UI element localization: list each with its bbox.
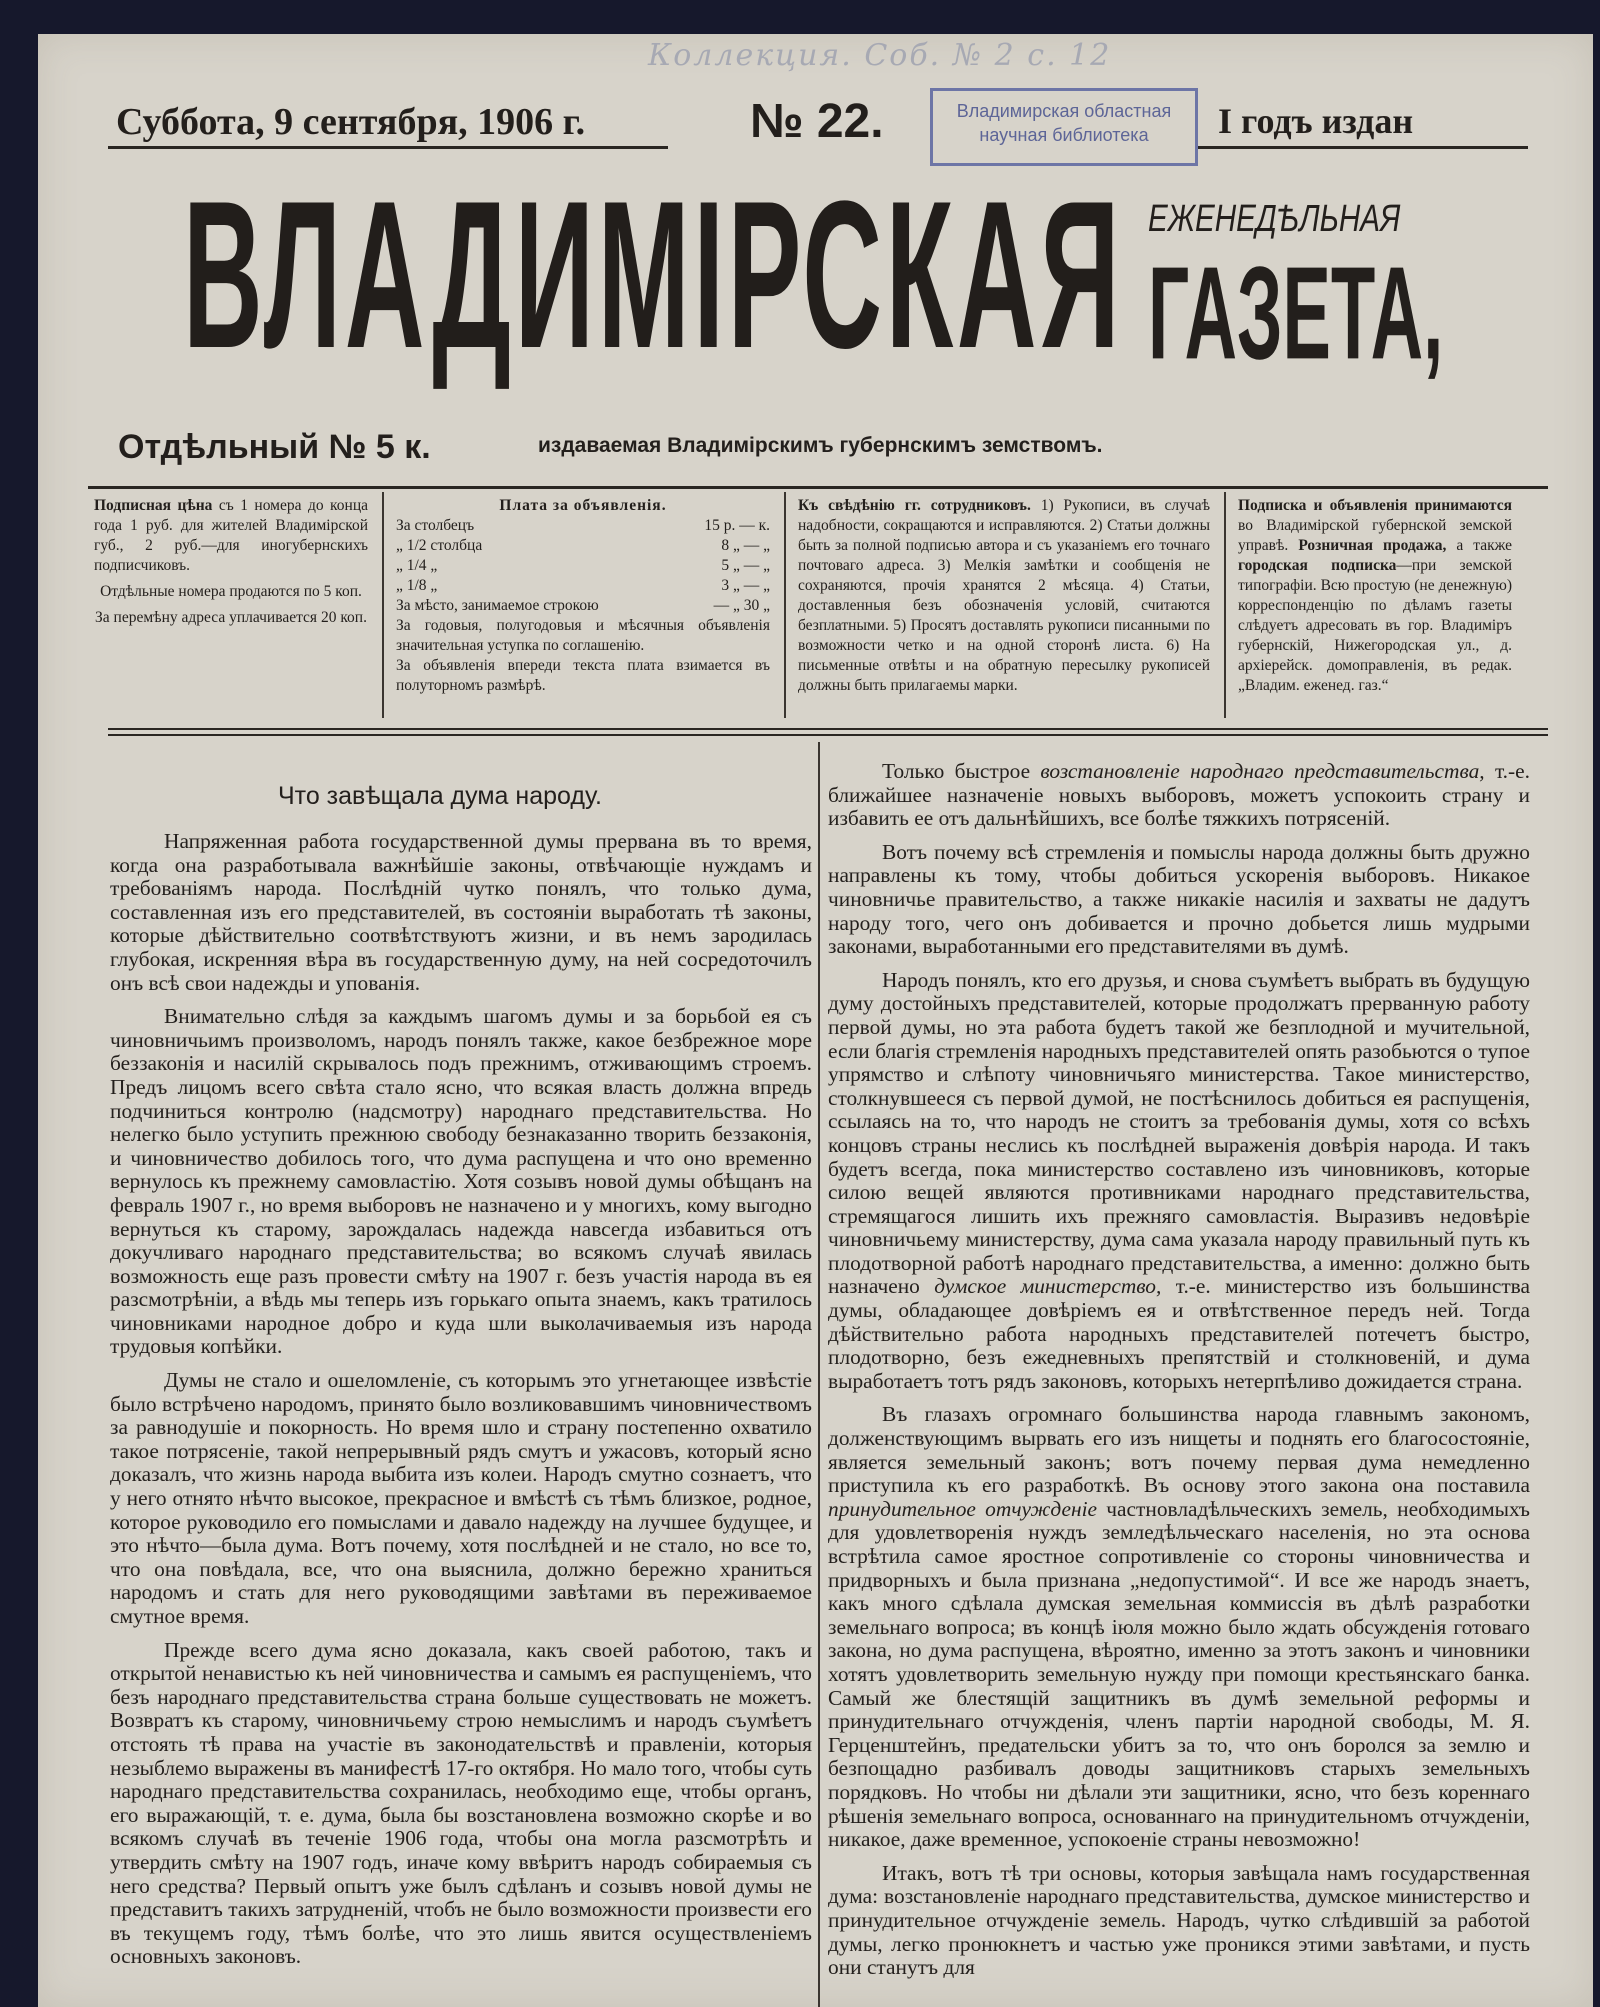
info-divider-1 xyxy=(382,492,384,718)
ad-row-label: „ 1/2 столбца xyxy=(396,537,483,554)
single-issues-note: Отдѣльные номера продаются по 5 коп. xyxy=(100,583,362,600)
ad-row xyxy=(396,576,770,596)
issue-number: № 22. xyxy=(750,95,884,148)
contributors-text: 1) Рукописи, въ случаѣ надобности, сокращаются и исправляются. 2) Статьи должны быть за полной подписью автора и съ указаніемъ его точнаго почтоваго адреса. 3) Мелкія замѣтки и сообщенія не сохраняются, прочія хранятся 2 мѣсяца. 4) Статьи, доставленныя безъ обозначенія условій, считаются безплатными. 5) Просятъ доставлять рукописи писанными по возможности четко и на одной сторонѣ листа. 6) На письменные отвѣты и на обратную пересылку рукописей должны быть прилагаемы марки. xyxy=(798,497,1210,694)
stamp-line-1: Владимирская областная xyxy=(956,101,1172,121)
masthead-gazeta: ГАЗЕТА, xyxy=(1148,239,1444,388)
library-stamp xyxy=(930,88,1198,166)
ad-row-price: 5 „ — „ xyxy=(721,557,770,574)
publisher-line: издаваемая Владимірскимъ губернскимъ земствомъ. xyxy=(538,434,1103,457)
info-bottom-rule-1 xyxy=(108,728,1548,730)
ad-row-label: „ 1/4 „ xyxy=(396,557,438,574)
ads-note-front: За объявленія впереди текста плата взимается въ полуторномъ размѣрѣ. xyxy=(396,657,770,694)
article-paragraph: Только быстрое возстановленіе народнаго представительства, т.-е. ближайшее назначеніе новыхъ выборовъ, можетъ успокоить страну и избавить ее отъ дальнѣйшихъ, все болѣе тяжкихъ потрясеній. xyxy=(828,759,1530,831)
article-paragraph: Прежде всего дума ясно доказала, какъ своей работою, такъ и открытой ненавистью къ ней чиновничества и самымъ ея распущеніемъ, что безъ народнаго представительства страна больше существовать не можетъ. Возвратъ къ старому, чиновничьему строю немыслимъ и народъ съумѣетъ отстоять тѣ права на участіе въ законодательствѣ и правленіи, которыя незыблемо выражены въ манифестѣ 17-го октября. Но мало того, чтобы суть народнаго представительства сохранилась, необходимо еще, чтобы органъ, его выражающій, т. е. дума, была бы возстановлена возможно скорѣе и во всякомъ случаѣ въ теченіе 1906 года, чтобы она могла разсмотрѣть и утвердить смѣту на 1907 годъ, иначе кому ввѣритъ народъ собираемыя съ него средства? Первый опытъ уже былъ сдѣланъ и созывъ новой думы не представитъ такихъ затрудненій, чтобъ не было возможности произвести его въ текущемъ году, тѣмъ болѣе, что это лишь явится осуществленіемъ основныхъ законовъ. xyxy=(110,1637,812,1969)
subscription-label: Подписная цѣна xyxy=(94,497,213,514)
acceptance-text1: во Владимірской губернской земской управѣ. xyxy=(1238,517,1512,554)
address-change-note: За перемѣну адреса уплачивается 20 коп. xyxy=(95,609,367,626)
acceptance-text3: —при земской типографіи. xyxy=(1238,557,1512,594)
acceptance-block xyxy=(1230,492,1520,726)
article-column-left xyxy=(110,830,812,1979)
subscription-text: съ 1 номера до конца года 1 руб. для жителей Владимірской губ., 2 руб.—для иногубернскихъ подписчиковъ. xyxy=(94,497,369,574)
ad-row-label: За столбецъ xyxy=(396,517,475,534)
masthead-weekly: ЕЖЕНЕДѢЛЬНАЯ xyxy=(1148,198,1401,240)
article-paragraph: Въ глазахъ огромнаго большинства народа главнымъ закономъ, долженствующимъ вырвать его изъ нищеты и поднять его благосостояніе, является земельный законъ; вотъ почему первая дума немедленно приступила къ его разработкѣ. Въ основу этого закона она поставила принудительное отчужденіе частновладѣльческихъ земель, необходимыхъ для удовлетворенія нуждъ земледѣльческаго населенія, но эта основа встрѣтила самое яростное сопротивленіе со стороны чиновничества и придворныхъ и была признана „недопустимой“. И все же народъ знаетъ, какъ много сдѣлала думская земельная коммиссія въ дѣлѣ разработки земельнаго вопроса; въ концѣ іюля можно было ждать обсужденія готоваго закона, но дума распущена, вѣроятно, именно за этотъ законъ и чиновники хотятъ удовлетворить земельную нужду при помощи крестьянскаго банка. Самый же блестящій защитникъ въ думѣ земельной реформы и принудительнаго отчужденія, членъ партіи народной свободы, М. Я. Герценштейнъ, предательски убитъ за то, что онъ боролся за землю и безпощадно разбивалъ доводы защитниковъ старыхъ земельныхъ порядковъ. Но чтобы ни дѣлали эти защитники, ясно, что безъ кореннаго рѣшенія земельнаго вопроса, основаннаго на принудительномъ отчужденіи, никакое, даже временное, успокоеніе страны невозможно! xyxy=(828,1402,1530,1852)
ad-row-price: 8 „ — „ xyxy=(721,537,770,554)
masthead-title: ВЛАДИМIРСКАЯ xyxy=(183,157,1124,392)
article-paragraph: Итакъ, вотъ тѣ три основы, которыя завѣщала намъ государственная дума: возстановленіе народнаго представительства, думское министерство и принудительное отчужденіе земель. Народъ, чутко слѣдившій за работой думы, легко пронюкнетъ и частью уже проникся этими завѣтами, и пусть они станутъ для xyxy=(828,1860,1530,1980)
year-of-publication: I годъ издан xyxy=(1218,101,1414,141)
city-subscription-label: городская подписка xyxy=(1238,557,1397,574)
article-title: Что завѣщала дума народу. xyxy=(278,782,602,810)
newspaper-page xyxy=(38,34,1593,2007)
article-paragraph: Внимательно слѣдя за каждымъ шагомъ думы и за борьбой ея съ чиновничьимъ произволомъ, народъ понялъ также, какое безбрежное море беззаконія и насилій скрывалось подъ прежнимъ, отживающимъ строемъ. Предъ лицомъ всего свѣта стало ясно, что всякая власть должна впредь подчиниться контролю (надсмотру) народнаго представительства. Но нелегко было уступить прежнюю свободу безнаказанно творить беззаконія, и чиновничество добилось того, что дума распущена и что оно временно вернулось къ прежнему самовластію. Хотя созывъ новой думы обѣщанъ на февраль 1907 г., но время выборовъ не назначено и у многихъ, кому выгодно вернуться къ старому, зарождалась надежда навсегда избавиться отъ докучливаго народнаго представительства; во всякомъ случаѣ явилась возможность еще разъ провести смѣту на 1907 г. безъ участія народа въ ея разсмотрѣніи, а вѣдь мы теперь изъ горькаго опыта знаемъ, какъ тратилось чиновниками народное добро и куда шли выколачиваемыя изъ народа трудовыя копѣйки. xyxy=(110,1004,812,1359)
article-paragraph: Вотъ почему всѣ стремленія и помыслы народа должны быть дружно направлены къ тому, чтобы добиться ускоренія выборовъ. Никакое чиновничье правительство, а также никакіе насилія и захваты не дадутъ народу того, чего онъ добивается и прочно добьется лишь мудрыми законами, выработанными его представителями въ думѣ. xyxy=(828,839,1530,959)
ad-row-price: 3 „ — „ xyxy=(721,577,770,594)
single-issue-price: Отдѣльный № 5 к. xyxy=(118,428,431,466)
year-underline xyxy=(1198,146,1528,149)
ad-row xyxy=(396,536,770,556)
ad-row xyxy=(396,556,770,576)
acceptance-label: Подписка и объявленія принимаются xyxy=(1238,497,1512,514)
ad-row-label: „ 1/8 „ xyxy=(396,577,438,594)
info-bottom-rule-2 xyxy=(108,734,1548,736)
subscription-block xyxy=(86,492,376,726)
ad-row xyxy=(396,596,770,616)
ad-row xyxy=(396,516,770,536)
article-paragraph: Напряженная работа государственной думы прервана въ то время, когда она разработывала важнѣйшіе законы, отвѣчающіе нуждамъ и требованіямъ народа. Послѣдній чутко понялъ, что только дума, составленная изъ его представителей, въ состояніи выработать тѣ законы, которые дѣйствительно соотвѣтствуютъ жизни, и въ немъ зародилась глубокая, искренняя вѣра въ государственную думу, на ней сосредоточилъ онъ всѣ свои надежды и упованія. xyxy=(110,829,812,995)
date-underline xyxy=(108,146,668,149)
info-top-rule xyxy=(88,486,1548,489)
acceptance-text2: а также xyxy=(1456,537,1513,554)
ad-row-label: За мѣсто, занимаемое строкою xyxy=(396,597,599,614)
article-paragraph: Думы не стало и ошеломленіе, съ которымъ это угнетающее извѣстіе было встрѣчено народомъ, принято было возликовавшимъ чиновничествомъ за равнодушіе и покорность. Но время шло и страну постепенно охватило такое потрясеніе, такой непрерывный рядъ смутъ и ужасовъ, который ясно доказалъ, что жизнь народа выбита изъ колеи. Народъ смутно сознаетъ, что у него отнято нѣчто высокое, прекрасное и вмѣстѣ съ тѣмъ близкое, родное, которое руководило его помыслами и давало надежду на лучшее будущее, и это нѣчто—была дума. Вотъ почему, хотя послѣдней и не стало, но все то, что она повѣдала, все, что она выяснила, должно бережно храниться народомъ и стать для него руководящими завѣтами въ переживаемое смутное время. xyxy=(110,1368,812,1628)
article-column-right xyxy=(828,760,1530,1990)
column-divider xyxy=(818,742,820,2007)
ads-note-yearly: За годовыя, полугодовыя и мѣсячныя объявленія значительная уступка по соглашенію. xyxy=(396,617,770,654)
contributors-block xyxy=(790,492,1218,726)
handwritten-note: Коллекция. Соб. № 2 с. 12 xyxy=(648,38,1112,73)
acceptance-text4: Всю простую (не денежную) корреспонденцію по дѣламъ газеты слѣдуетъ адресовать въ гор. Владиміръ губернскій, Нижегородская ул., д. архіерейск. домоправленія, въ редак. „Владим. еженед. газ.“ xyxy=(1238,577,1513,694)
info-divider-2 xyxy=(784,492,786,718)
article-paragraph: Народъ понялъ, кто его друзья, и снова съумѣетъ выбрать въ будущую думу достойныхъ представителей, которые продолжатъ прерванную работу первой думы, но эта работа будетъ такой же безплодной и мучительной, если благія стремленія народныхъ представителей опять разобьются о тупое упрямство и слѣпоту чиновничьяго министерства. Такое министерство, столкнувшееся съ первой думой, не постѣснилось добиться ея распущенія, ссылаясь на то, что народъ не стоитъ за требованія думы, хотя со всѣхъ концовъ страны неслись къ послѣдней выраженія довѣрія народа. И такъ будетъ всегда, пока министерство составлено изъ чиновниковъ, которые силою вещей являются противниками народнаго представительства, стремящагося лишить ихъ прежняго самовластія. Выразивъ недовѣріе чиновничьему министерству, дума сама указала народу правильный путь къ плодотворной работѣ народнаго представительства, а именно: должно быть назначено думское министерство, т.-е. министерство изъ большинства думы, обладающее довѣріемъ ея и отвѣтственное передъ ней. Тогда дѣйствительно работа народныхъ представителей потечетъ быстро, плодотворно, безъ ежедневныхъ препятствій и столкновеній, и дума выработаетъ тотъ рядъ законовъ, которыхъ нетерпѣливо дожидается страна. xyxy=(828,967,1530,1393)
issue-date: Суббота, 9 сентября, 1906 г. xyxy=(116,101,586,143)
ads-title: Плата за объявленія. xyxy=(499,497,667,514)
ads-pricing-block xyxy=(388,492,778,726)
stamp-line-2: научная библиотека xyxy=(979,125,1149,145)
ad-row-price: — „ 30 „ xyxy=(713,597,770,614)
retail-label: Розничная продажа, xyxy=(1298,537,1447,554)
ad-row-price: 15 р. — к. xyxy=(704,517,770,534)
info-divider-3 xyxy=(1224,492,1226,718)
contributors-label: Къ свѣдѣнію гг. сотрудниковъ. xyxy=(798,497,1031,514)
